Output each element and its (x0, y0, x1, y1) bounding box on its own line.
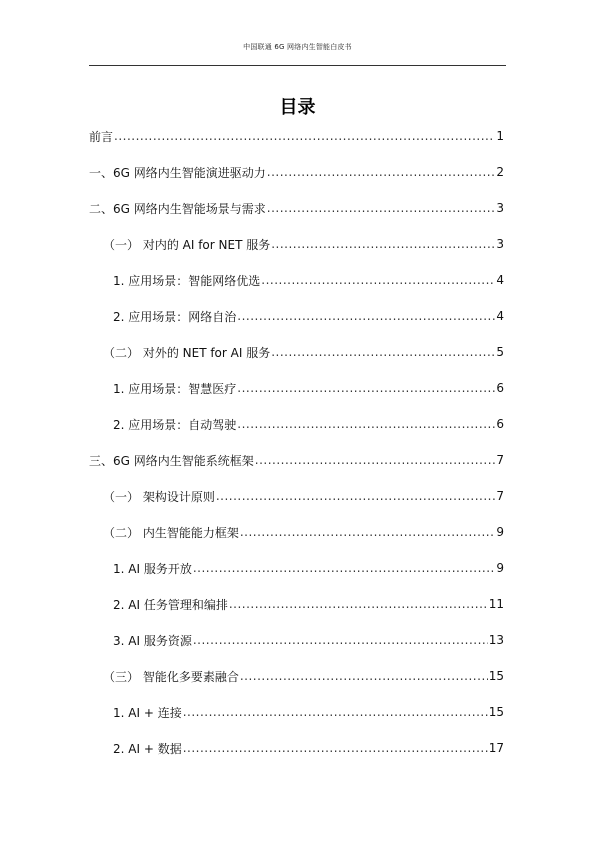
dot-leader (240, 669, 488, 683)
toc-entry-page: 3 (496, 237, 504, 251)
dot-leader (183, 705, 488, 719)
toc-entry-page: 17 (488, 741, 504, 755)
toc-entry-label: （三） 智能化多要素融合 (103, 669, 239, 684)
toc-entry-label: 1. AI 服务开放 (113, 561, 192, 576)
toc-entry-label: 一、6G 网络内生智能演进驱动力 (89, 165, 266, 180)
toc-entry-page: 7 (496, 489, 504, 503)
dot-leader (237, 309, 495, 323)
toc-entry-page: 13 (488, 633, 504, 647)
toc-entry-item-2-2-1[interactable] (113, 370, 504, 406)
toc-entry-page: 7 (496, 453, 504, 467)
dot-leader (229, 597, 488, 611)
toc-entry-label: 2. 应用场景：自动驾驶 (113, 417, 237, 432)
toc-entry-label: 1. AI + 连接 (113, 705, 182, 720)
toc-entry-label: （二） 内生智能能力框架 (103, 525, 239, 540)
toc-entry-page: 3 (496, 201, 504, 215)
dot-leader (237, 417, 495, 431)
toc-entry-section-3-3[interactable] (103, 658, 504, 694)
toc-entry-page: 5 (496, 345, 504, 359)
toc-entry-item-3-2-1[interactable] (113, 550, 504, 586)
toc-entry-page: 11 (488, 597, 504, 611)
toc-entry-label: 三、6G 网络内生智能系统框架 (89, 453, 254, 468)
toc-entry-page: 9 (496, 561, 504, 575)
running-header: 中国联通 6G 网络内生智能白皮书 (243, 43, 352, 51)
toc-entry-page: 9 (496, 525, 504, 539)
toc-entry-label: 3. AI 服务资源 (113, 633, 192, 648)
toc-entry-label: 1. 应用场景：智能网络优选 (113, 273, 261, 288)
toc-entry-page: 2 (496, 165, 504, 179)
toc-entry-page: 4 (496, 309, 504, 323)
dot-leader (267, 165, 496, 179)
dot-leader (237, 381, 495, 395)
toc-entry-section-2-2[interactable] (103, 334, 504, 370)
dot-leader (255, 453, 496, 467)
dot-leader (183, 741, 488, 755)
toc-entry-label: 2. AI + 数据 (113, 741, 182, 756)
toc-entry-label: 1. 应用场景：智慧医疗 (113, 381, 237, 396)
toc-entry-section-3-2[interactable] (103, 514, 504, 550)
toc-entry-page: 6 (496, 417, 504, 431)
toc-entry-label: （一） 对内的 AI for NET 服务 (103, 237, 271, 252)
toc-entry-chapter-2[interactable] (89, 190, 504, 226)
toc-entry-label: （一） 架构设计原则 (103, 489, 215, 504)
dot-leader (114, 129, 495, 143)
dot-leader (261, 273, 495, 287)
toc-entry-preface[interactable] (89, 118, 504, 154)
header-rule (89, 65, 506, 66)
dot-leader (193, 633, 488, 647)
dot-leader (267, 201, 496, 215)
dot-leader (271, 237, 495, 251)
toc-entry-item-2-2-2[interactable] (113, 406, 504, 442)
toc-entry-item-3-2-3[interactable] (113, 622, 504, 658)
toc-entry-label: 二、6G 网络内生智能场景与需求 (89, 201, 266, 216)
toc-entry-page: 1 (496, 129, 504, 143)
toc-entry-item-2-1-2[interactable] (113, 298, 504, 334)
toc-entry-section-3-1[interactable] (103, 478, 504, 514)
toc-entry-item-3-3-2[interactable] (113, 730, 504, 766)
dot-leader (193, 561, 496, 575)
toc-entry-label: （二） 对外的 NET for AI 服务 (103, 345, 271, 360)
toc-entry-item-3-3-1[interactable] (113, 694, 504, 730)
toc-entry-item-2-1-1[interactable] (113, 262, 504, 298)
toc-entry-page: 15 (488, 705, 504, 719)
toc-entry-page: 15 (488, 669, 504, 683)
toc-entry-label: 2. 应用场景：网络自治 (113, 309, 237, 324)
toc-entry-label: 2. AI 任务管理和编排 (113, 597, 228, 612)
dot-leader (240, 525, 496, 539)
toc-entry-chapter-1[interactable] (89, 154, 504, 190)
toc-entry-label: 前言 (89, 129, 114, 144)
toc-entry-page: 6 (496, 381, 504, 395)
toc-entry-page: 4 (496, 273, 504, 287)
toc-title: 目录 (279, 97, 316, 118)
toc-entry-section-2-1[interactable] (103, 226, 504, 262)
dot-leader (271, 345, 495, 359)
toc-entry-item-3-2-2[interactable] (113, 586, 504, 622)
toc-entry-chapter-3[interactable] (89, 442, 504, 478)
dot-leader (216, 489, 496, 503)
